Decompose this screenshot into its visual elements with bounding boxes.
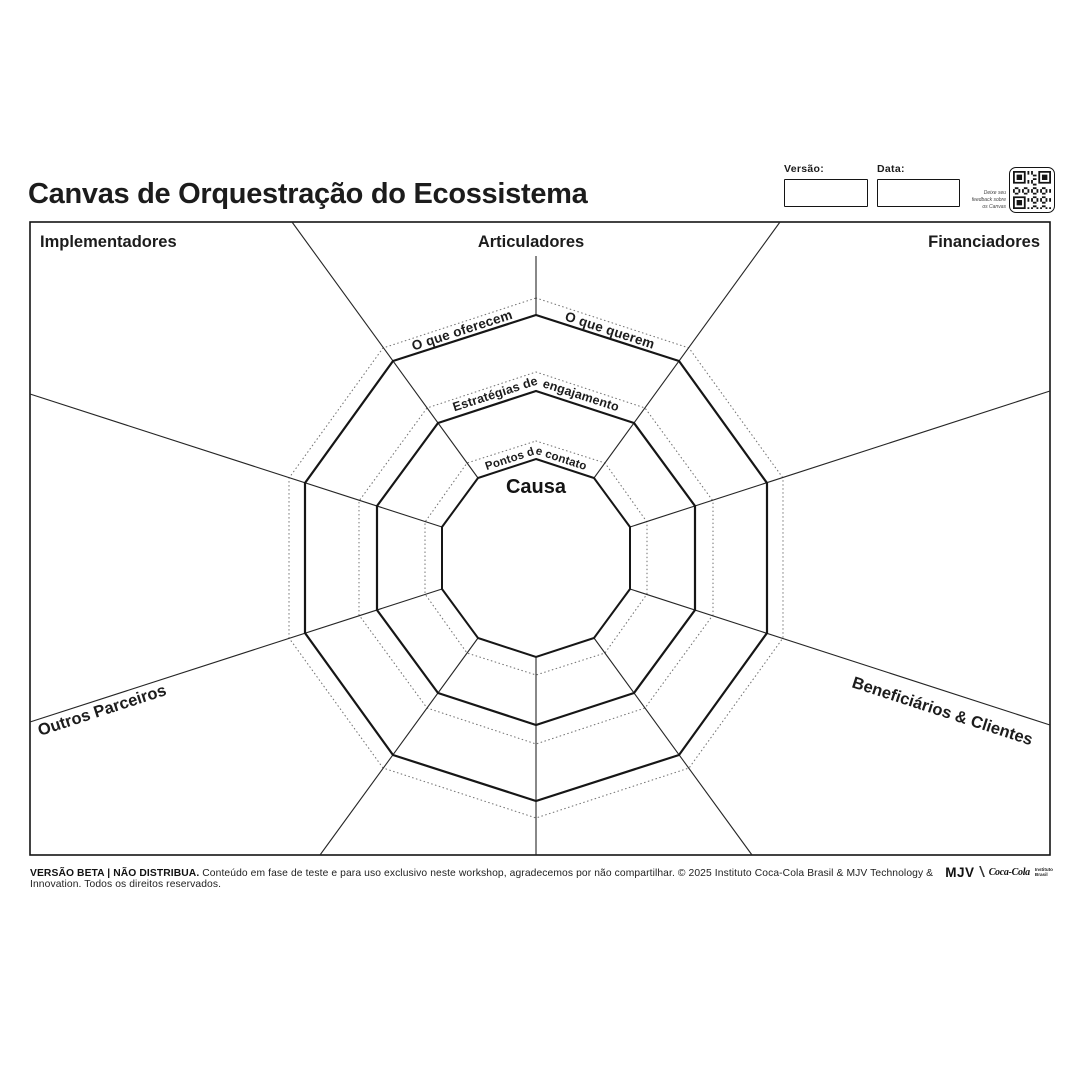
divider-right-bottom — [630, 589, 1050, 725]
instituto-brasil-logo: Instituto Brasil — [1034, 866, 1053, 877]
ring-label-o-que-querem: O que querem — [563, 308, 657, 352]
page-title: Canvas de Orquestração do Ecossistema — [28, 178, 588, 210]
footer-disclaimer-bold: VERSÃO BETA | NÃO DISTRIBUA. — [30, 868, 200, 879]
ring-label-estrategias-engajamento: Estratégias de engajamento — [451, 373, 621, 415]
footer-disclaimer-text: Conteúdo em fase de teste e para uso exclusivo neste workshop, agradecemos por não compartilhar. © 2025 Instituto Coca-Cola Brasil & MJV Technology & Innovation. Todos os direitos reservados. — [30, 868, 934, 890]
ring-label-pontos-de-contato: Pontos de contato — [483, 445, 589, 474]
zone-label-beneficiarios-clientes: Beneficiários & Clientes — [849, 673, 1035, 750]
divider-left-bottom — [30, 589, 442, 722]
divider-left-top — [30, 394, 442, 527]
zone-label-implementadores: Implementadores — [40, 233, 177, 251]
divider-upper-left — [292, 222, 478, 478]
data-label: Data: — [877, 163, 905, 175]
versao-label: Versão: — [784, 163, 825, 175]
zone-label-articuladores: Articuladores — [477, 233, 585, 251]
zone-label-outros-parceiros: Outros Parceiros — [35, 681, 169, 740]
center-label-causa: Causa — [505, 476, 567, 498]
ring-label-o-que-oferecem: O que oferecem — [409, 306, 515, 354]
coca-cola-logo: Coca-Cola — [988, 866, 1030, 878]
footer-logos — [945, 862, 1053, 882]
divider-right-top — [630, 391, 1050, 527]
qr-caption: Deixe seu feedback sobre os Canvas — [971, 190, 1006, 210]
zone-label-financiadores: Financiadores — [928, 233, 1040, 251]
footer-disclaimer — [30, 868, 960, 890]
divider-upper-right — [594, 222, 780, 478]
logo-divider: \ — [978, 863, 985, 881]
mjv-logo: MJV — [945, 864, 975, 880]
divider-lower-left — [320, 638, 478, 855]
